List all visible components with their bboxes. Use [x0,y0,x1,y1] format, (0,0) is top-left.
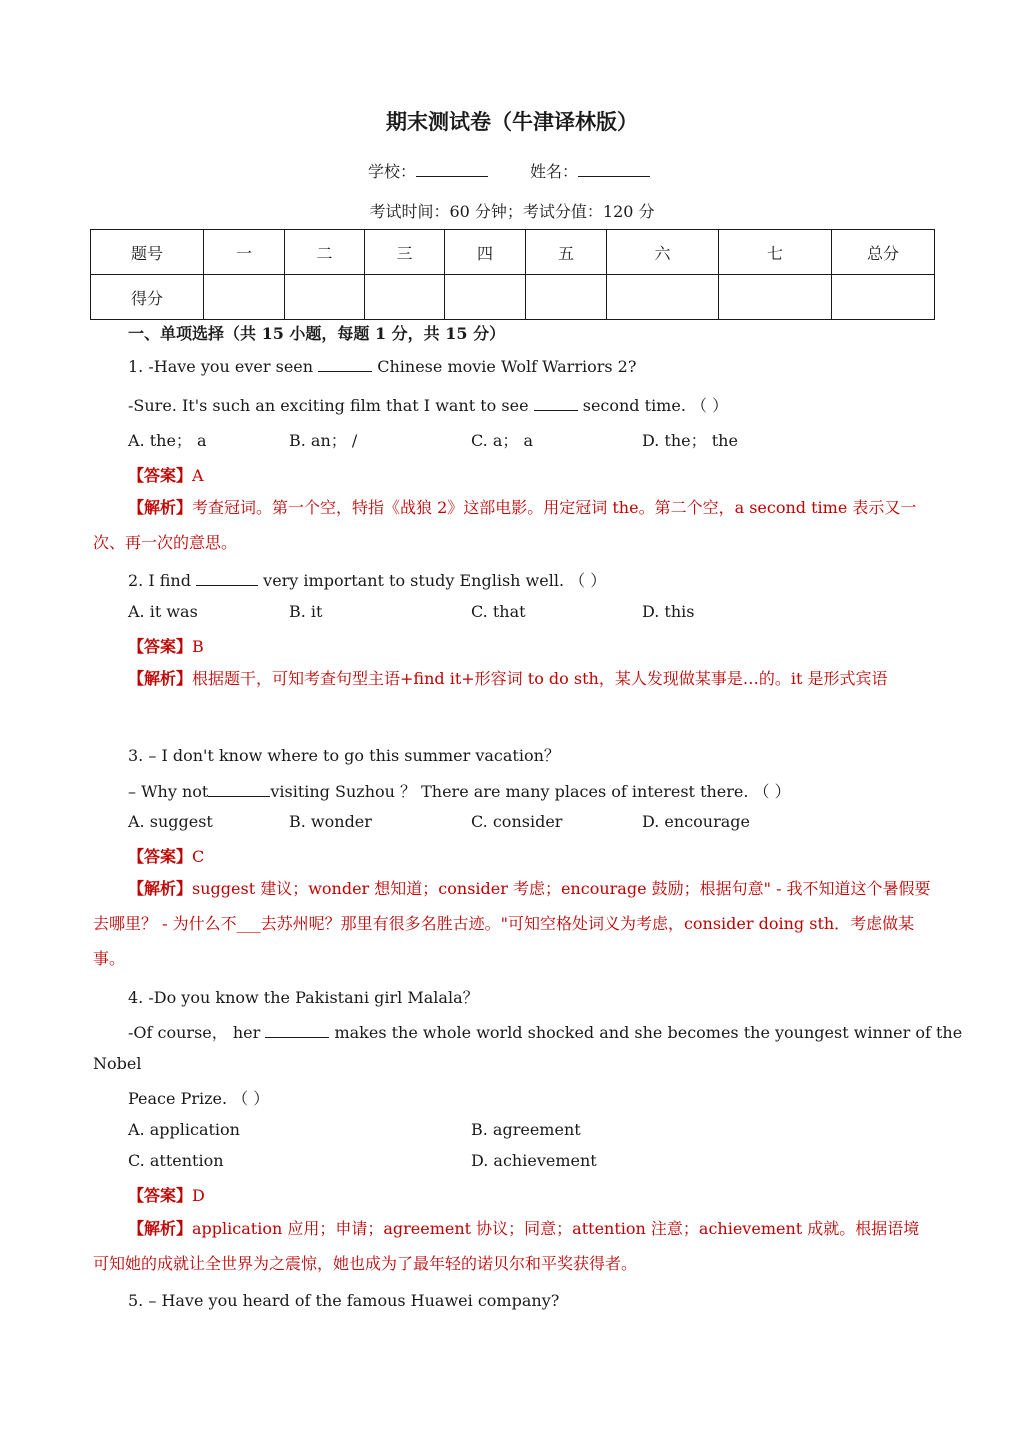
question-text: very important to study English well. （ ） [258,571,607,590]
answer-tag: 【答案】 [128,466,193,485]
score-table-header-row [91,230,935,275]
question-text: -Sure. It's such an exciting film that I want to see [128,396,534,415]
option-a: A. the； a [128,431,207,450]
option-c: C. attention [128,1151,224,1170]
analysis-text: 根据题干，可知考查句型主语+find it+形容词 to do sth，某人发现做某事是…的。it 是形式宾语 [192,669,888,688]
score-cell[interactable] [526,275,607,320]
analysis-tag: 【解析】 [128,498,193,517]
option-d: D. achievement [471,1151,597,1170]
answer-line [128,844,204,867]
score-header-cell: 六 [607,230,719,275]
question-text: makes the whole world shocked and she becomes the youngest winner of the [329,1023,963,1042]
answer-tag: 【答案】 [128,1186,193,1205]
question-text: – Why not [128,782,209,801]
score-cell[interactable] [365,275,445,320]
analysis-paragraph [93,661,933,696]
answer-value: D [192,1186,205,1205]
school-label: 学校： [368,162,417,181]
option-a: A. it was [128,602,198,621]
score-cell[interactable] [832,275,935,320]
analysis-text: suggest 建议；wonder 想知道；consider 考虑；encourage 鼓励；根据句意" - 我不知道这个暑假要去哪里？ - 为什么不___去苏州呢？那里有很多名胜古迹。"可知空格处词义为考虑，consider doing sth．考虑做某事。 [93,879,931,968]
answer-blank [196,571,258,586]
answer-value: B [192,637,204,656]
question-text: 2. I find [128,571,197,590]
name-field [530,159,650,182]
analysis-paragraph [93,871,933,976]
option-b: B. agreement [471,1120,581,1139]
section-heading: 一、单项选择（共 15 小题，每题 1 分，共 15 分） [128,324,506,343]
question-3-line-1: 3. – I don't know where to go this summer vacation？ [128,746,560,765]
option-b: B. an； / [289,431,358,450]
question-4-line-4: Peace Prize. （ ） [128,1089,270,1108]
score-header-cell: 三 [365,230,445,275]
question-5-line-1: 5. – Have you heard of the famous Huawei company? [128,1291,560,1310]
option-c: C. consider [471,812,563,831]
score-table [90,229,935,320]
question-text: 1. -Have you ever seen [128,357,319,376]
option-d: D. this [642,602,695,621]
exam-info: 考试时间：60 分钟；考试分值：120 分 [369,202,655,221]
analysis-paragraph [93,490,933,560]
answer-value: A [192,466,204,485]
question-text: second time. （ ） [577,396,729,415]
question-3-line-2 [128,779,791,802]
score-header-cell: 四 [445,230,526,275]
answer-tag: 【答案】 [128,637,193,656]
score-header-cell: 二 [285,230,365,275]
question-text: -Of course， her [128,1023,266,1042]
option-c: C. a； a [471,431,534,450]
analysis-text: application 应用；申请；agreement 协议；同意；attention 注意；achievement 成就。根据语境可知她的成就让全世界为之震惊，她也成为了最年轻的诺贝尔和平奖获得者。 [93,1219,920,1273]
question-1-line-1 [128,357,636,376]
answer-blank [208,782,270,797]
answer-line [128,634,204,657]
answer-line [128,463,204,486]
name-blank[interactable] [578,162,650,177]
answer-blank [318,357,372,372]
analysis-tag: 【解析】 [128,1219,193,1238]
score-header-cell: 一 [204,230,285,275]
option-a: A. suggest [128,812,213,831]
score-header-cell: 题号 [91,230,204,275]
question-text: visiting Suzhou ？ There are many places of interest there. （ ） [270,782,791,801]
score-header-cell: 总分 [832,230,935,275]
answer-value: C [192,847,205,866]
score-row-label: 得分 [91,275,204,320]
analysis-paragraph [93,1211,933,1281]
score-cell[interactable] [719,275,832,320]
analysis-tag: 【解析】 [128,669,193,688]
option-b: B. wonder [289,812,372,831]
question-4-line-3: Nobel [93,1054,142,1073]
answer-line [128,1183,205,1206]
score-table-score-row [91,275,935,320]
score-cell[interactable] [204,275,285,320]
question-4-line-1: 4. -Do you know the Pakistani girl Malala？ [128,988,479,1007]
score-header-cell: 七 [719,230,832,275]
page-title: 期末测试卷（牛津译林版） [386,109,638,134]
score-cell[interactable] [285,275,365,320]
answer-blank [534,396,578,411]
school-blank[interactable] [416,162,488,177]
answer-blank [265,1023,329,1038]
option-a: A. application [128,1120,240,1139]
option-c: C. that [471,602,526,621]
option-d: D. encourage [642,812,750,831]
score-cell[interactable] [607,275,719,320]
question-1-line-2 [128,393,728,416]
score-cell[interactable] [445,275,526,320]
analysis-text: 考查冠词。第一个空，特指《战狼 2》这部电影。用定冠词 the。第二个空，a second time 表示又一次、再一次的意思。 [93,498,917,552]
option-d: D. the； the [642,431,738,450]
school-field [368,159,488,182]
question-2-line-1 [128,568,606,591]
question-text: Chinese movie Wolf Warriors 2? [372,357,637,376]
analysis-tag: 【解析】 [128,879,193,898]
question-4-line-2 [128,1020,962,1043]
answer-tag: 【答案】 [128,847,193,866]
score-header-cell: 五 [526,230,607,275]
name-label: 姓名： [530,162,579,181]
option-b: B. it [289,602,323,621]
